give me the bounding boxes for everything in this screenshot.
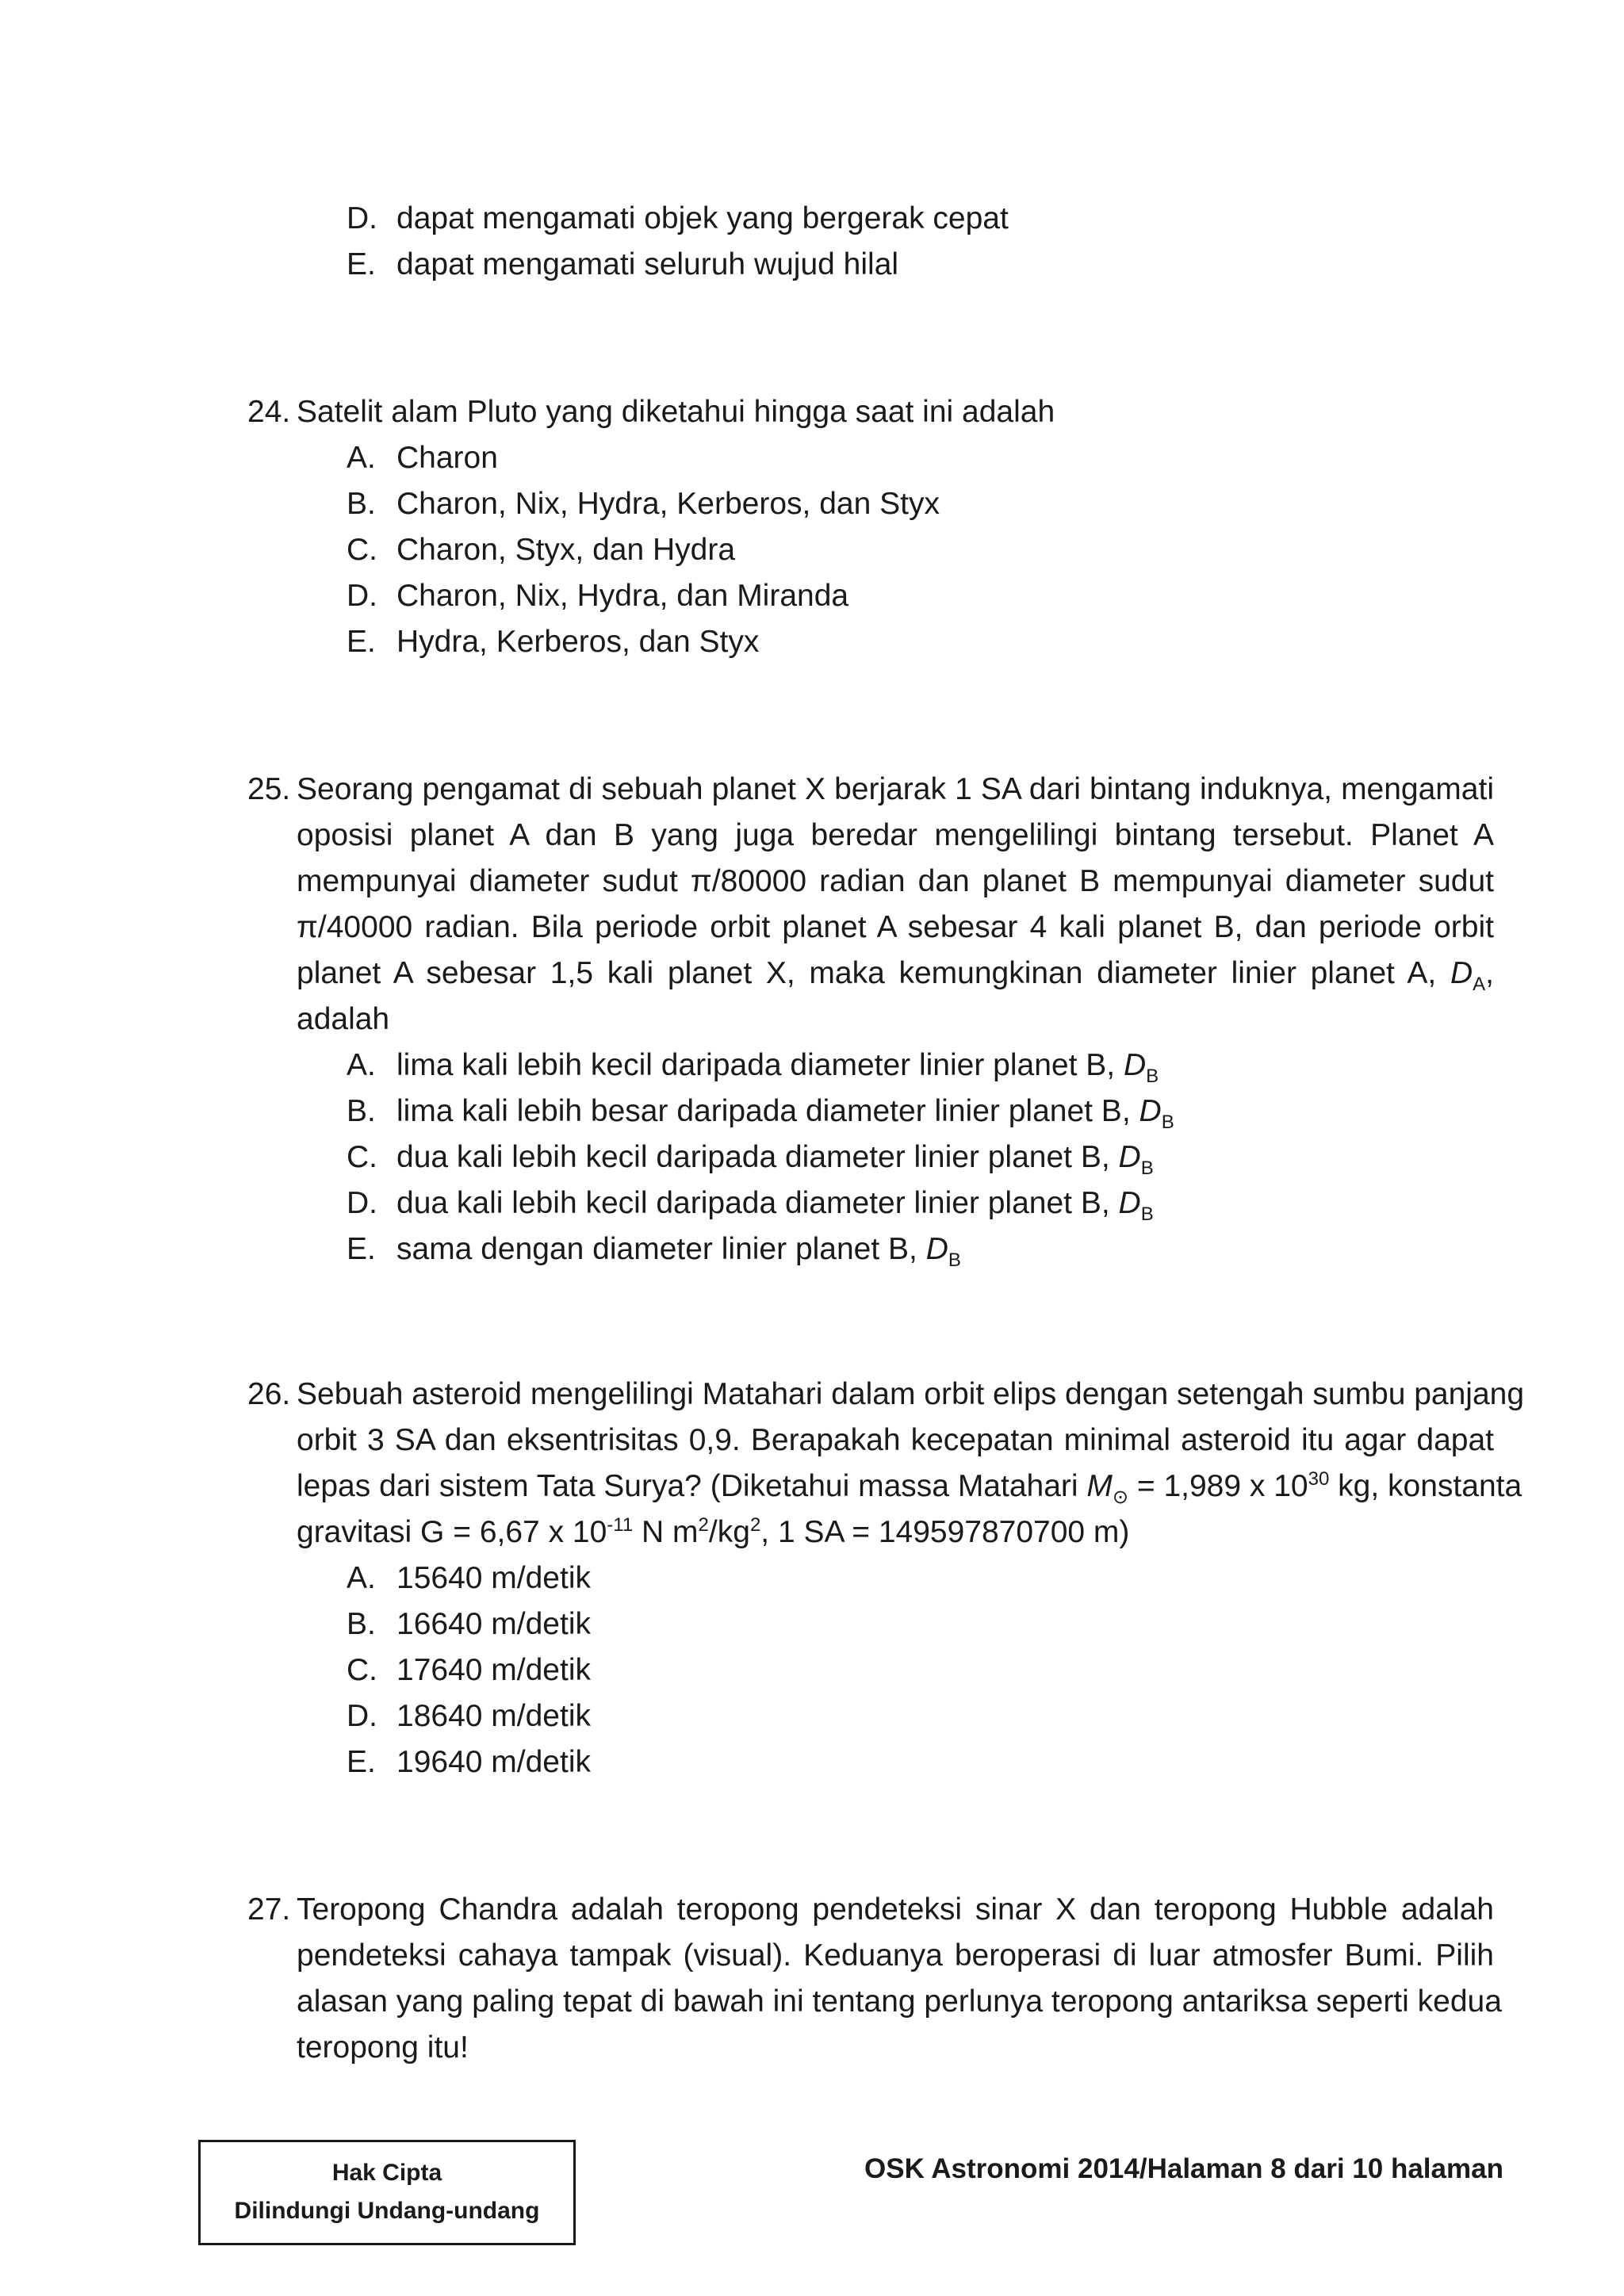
option-letter: E. [347, 625, 376, 659]
option-letter: A. [347, 1048, 376, 1082]
subscript-b: B [1140, 1203, 1154, 1225]
option-text: Charon, Nix, Hydra, dan Miranda [396, 579, 849, 613]
stem-text: = 1,989 x 10 [1136, 1469, 1308, 1503]
option-text: 16640 m/detik [396, 1607, 591, 1641]
exponent: 2 [749, 1514, 761, 1536]
stem-text: , 1 SA = 149597870700 m) [760, 1515, 1130, 1549]
option-letter: E. [347, 247, 376, 281]
option-letter: C. [347, 533, 377, 567]
question-stem [297, 1887, 1502, 2071]
option-text: 19640 m/detik [396, 1745, 591, 1779]
option-text [396, 1089, 1174, 1135]
option-letter: D. [347, 1699, 377, 1733]
stem-line: adalah [297, 1002, 390, 1036]
option-text: Hydra, Kerberos, dan Styx [396, 625, 760, 659]
option-text: dapat mengamati seluruh wujud hilal [396, 247, 899, 281]
stem-text: kg, konstanta [1338, 1469, 1522, 1503]
option-text: Charon, Nix, Hydra, Kerberos, dan Styx [396, 487, 940, 521]
option-text-body: dua kali lebih kecil daripada diameter linier planet B, [396, 1186, 1110, 1220]
subscript-a: A [1473, 973, 1486, 995]
page-info: OSK Astronomi 2014/Halaman 8 dari 10 halaman [864, 2153, 1503, 2184]
question-number: 24. [247, 395, 291, 429]
option-text-body: lima kali lebih besar daripada diameter linier planet B, [396, 1094, 1131, 1128]
option-text: 18640 m/detik [396, 1699, 591, 1733]
option-letter: E. [347, 1745, 376, 1779]
option-text: dapat mengamati objek yang bergerak cepat [396, 201, 1009, 235]
sun-symbol: ⊙ [1112, 1486, 1129, 1508]
var-m: M [1086, 1469, 1113, 1503]
exponent: 2 [698, 1514, 709, 1536]
stem-line: oposisi planet A dan B yang juga beredar mengelilingi bintang tersebut. Planet A [297, 818, 1494, 852]
stem-text: N m [642, 1515, 699, 1549]
comma: , [1485, 956, 1495, 990]
exponent: -11 [607, 1514, 634, 1536]
option-letter: E. [347, 1232, 376, 1266]
stem-line-text: planet A sebesar 1,5 kali planet X, maka kemungkinan diameter linier planet A, [297, 956, 1437, 990]
exponent: 30 [1308, 1468, 1330, 1490]
question-number: 26. [247, 1377, 291, 1411]
stem-line: orbit 3 SA dan eksentrisitas 0,9. Berapakah kecepatan minimal asteroid itu agar dapat [297, 1423, 1494, 1457]
question-stem: Satelit alam Pluto yang diketahui hingga saat ini adalah [297, 395, 1055, 429]
option-letter: D. [347, 579, 377, 613]
question-number: 25. [247, 772, 291, 806]
stem-line: mempunyai diameter sudut π/80000 radian dan planet B mempunyai diameter sudut [297, 864, 1494, 898]
option-letter: C. [347, 1140, 377, 1174]
option-text-body: dua kali lebih kecil daripada diameter linier planet B, [396, 1140, 1110, 1174]
option-letter: B. [347, 1607, 376, 1641]
var-d: D [1139, 1094, 1162, 1128]
option-letter: D. [347, 1186, 377, 1220]
subscript-b: B [948, 1249, 961, 1271]
option-text: 17640 m/detik [396, 1653, 591, 1687]
stem-text: lepas dari sistem Tata Surya? (Diketahui massa Matahari [297, 1469, 1078, 1503]
var-d: D [1123, 1048, 1147, 1082]
option-text: Charon [396, 441, 498, 475]
option-text-body: sama dengan diameter linier planet B, [396, 1232, 917, 1266]
var-d: D [1118, 1186, 1141, 1220]
copyright-line-2: Dilindungi Undang-undang [234, 2198, 540, 2224]
copyright-box [198, 2140, 576, 2245]
option-letter: B. [347, 487, 376, 521]
option-letter: C. [347, 1653, 377, 1687]
copyright-line-1: Hak Cipta [331, 2160, 442, 2186]
option-text: 15640 m/detik [396, 1561, 591, 1595]
var-d: D [1450, 956, 1473, 990]
option-text [396, 1135, 1154, 1181]
stem-text: /kg [708, 1515, 750, 1549]
question-stem [297, 1372, 1525, 1556]
var-d: D [925, 1232, 948, 1266]
option-letter: A. [347, 1561, 376, 1595]
question-stem [297, 767, 1494, 1043]
option-text: Charon, Styx, dan Hydra [396, 533, 736, 567]
stem-line: Teropong Chandra adalah teropong pendeteksi sinar X dan teropong Hubble adalah [297, 1892, 1494, 1927]
stem-line: alasan yang paling tepat di bawah ini tentang perlunya teropong antariksa seperti kedua [297, 1984, 1502, 2019]
option-letter: A. [347, 441, 376, 475]
subscript-b: B [1161, 1111, 1174, 1133]
option-text-body: lima kali lebih kecil daripada diameter linier planet B, [396, 1048, 1116, 1082]
stem-line: Seorang pengamat di sebuah planet X berjarak 1 SA dari bintang induknya, mengamati [297, 772, 1494, 806]
stem-line: pendeteksi cahaya tampak (visual). Keduanya beroperasi di luar atmosfer Bumi. Pilih [297, 1938, 1494, 1973]
stem-line [297, 951, 1494, 997]
stem-line: π/40000 radian. Bila periode orbit planet A sebesar 4 kali planet B, dan periode orbit [297, 910, 1494, 944]
option-text [396, 1226, 961, 1272]
subscript-b: B [1146, 1065, 1159, 1087]
option-text [396, 1043, 1159, 1089]
option-letter: D. [347, 201, 377, 235]
option-text [396, 1181, 1154, 1226]
var-d: D [1118, 1140, 1141, 1174]
stem-line [297, 1510, 1494, 1556]
stem-line [297, 1464, 1522, 1510]
stem-line: teropong itu! [297, 2030, 469, 2064]
subscript-b: B [1140, 1157, 1154, 1179]
stem-text: gravitasi G = 6,67 x 10 [297, 1515, 607, 1549]
option-letter: B. [347, 1094, 376, 1128]
question-number: 27. [247, 1892, 291, 1927]
stem-line: Sebuah asteroid mengelilingi Matahari dalam orbit elips dengan setengah sumbu panjang [297, 1377, 1525, 1411]
